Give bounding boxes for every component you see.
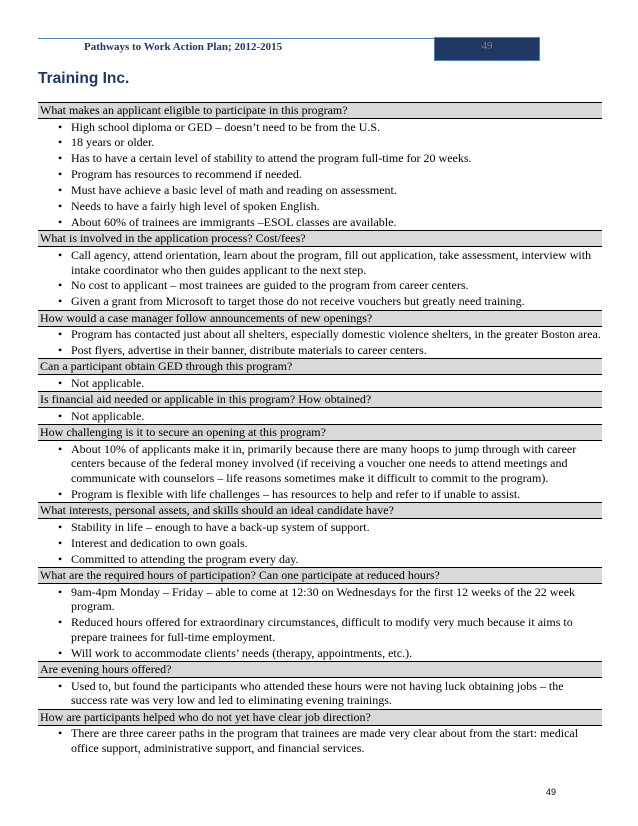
answer-list bbox=[38, 408, 602, 424]
question-row: What interests, personal assets, and skills should an ideal candidate have? bbox=[38, 502, 602, 519]
header-page-box bbox=[434, 37, 540, 61]
question-row: Is financial aid needed or applicable in this program? How obtained? bbox=[38, 391, 602, 408]
answer-item: • Given a grant from Microsoft to target those do not receive vouchers but greatly need training. bbox=[38, 294, 602, 310]
header-page-number: 49 bbox=[481, 40, 493, 52]
answer-item: • Call agency, attend orientation, learn about the program, fill out application, take assessment, interview with intake coordinator who then guides applicant to the next step. bbox=[38, 247, 602, 278]
answer-list bbox=[38, 119, 602, 230]
answer-item: • High school diploma or GED – doesn’t need to be from the U.S. bbox=[38, 119, 602, 135]
answer-item: • Reduced hours offered for extraordinary circumstances, difficult to modify very much because it aims to prepare trainees for full-time employment. bbox=[38, 615, 602, 646]
answer-item: • 9am-4pm Monday – Friday – able to come at 12:30 on Wednesdays for the first 12 weeks of the 22 week program. bbox=[38, 584, 602, 615]
footer-page-number: 49 bbox=[546, 787, 557, 797]
answer-item: • Needs to have a fairly high level of spoken English. bbox=[38, 198, 602, 214]
answer-list bbox=[38, 327, 602, 359]
question-row: What makes an applicant eligible to participate in this program? bbox=[38, 102, 602, 119]
answer-item: • About 60% of trainees are immigrants –ESOL classes are available. bbox=[38, 214, 602, 230]
question-row: What is involved in the application process? Cost/fees? bbox=[38, 230, 602, 247]
answer-list bbox=[38, 247, 602, 309]
answer-item: • Post flyers, advertise in their banner, distribute materials to career centers. bbox=[38, 343, 602, 359]
answer-item: • Must have achieve a basic level of math and reading on assessment. bbox=[38, 183, 602, 199]
answer-item: • Program has resources to recommend if needed. bbox=[38, 167, 602, 183]
question-row: Can a participant obtain GED through this program? bbox=[38, 358, 602, 375]
answer-item: • 18 years or older. bbox=[38, 135, 602, 151]
answer-item: • Not applicable. bbox=[38, 408, 602, 424]
question-row: How challenging is it to secure an opening at this program? bbox=[38, 424, 602, 441]
answer-list bbox=[38, 519, 602, 567]
section-title: Training Inc. bbox=[38, 70, 130, 87]
answer-item: • About 10% of applicants make it in, primarily because there are many hoops to jump through with career centers because of the federal money involved (if receiving a voucher one needs to attend meetings and communicate with counselors – life reasons sometimes make it difficult to commit to the program). bbox=[38, 441, 602, 486]
answer-item: • No cost to applicant – most trainees are guided to the program from career centers. bbox=[38, 278, 602, 294]
answer-list bbox=[38, 678, 602, 709]
answer-item: • Program has contacted just about all shelters, especially domestic violence shelters, in the greater Boston area. bbox=[38, 327, 602, 343]
question-row: Are evening hours offered? bbox=[38, 661, 602, 678]
answer-item: • Committed to attending the program every day. bbox=[38, 551, 602, 567]
header-rule bbox=[38, 38, 434, 39]
answer-list bbox=[38, 726, 602, 757]
answer-list bbox=[38, 375, 602, 391]
answer-item: • There are three career paths in the program that trainees are made very clear about from the start: medical office support, administrative support, and financial services. bbox=[38, 726, 602, 757]
answer-item: • Has to have a certain level of stability to attend the program full-time for 20 weeks. bbox=[38, 151, 602, 167]
answer-item: • Not applicable. bbox=[38, 375, 602, 391]
answer-item: • Used to, but found the participants who attended these hours were not having luck obtaining jobs – the success rate was very low and led to eliminating evening trainings. bbox=[38, 678, 602, 709]
question-row: What are the required hours of participation? Can one participate at reduced hours? bbox=[38, 567, 602, 584]
document-header-title: Pathways to Work Action Plan; 2012-2015 bbox=[84, 41, 283, 53]
answer-item: • Program is flexible with life challenges – has resources to help and refer to if unable to assist. bbox=[38, 486, 602, 502]
answer-item: • Will work to accommodate clients’ needs (therapy, appointments, etc.). bbox=[38, 645, 602, 661]
answer-list bbox=[38, 584, 602, 661]
answer-item: • Stability in life – enough to have a back-up system of support. bbox=[38, 519, 602, 535]
qa-table bbox=[38, 102, 602, 756]
question-row: How would a case manager follow announcements of new openings? bbox=[38, 310, 602, 327]
answer-list bbox=[38, 441, 602, 502]
answer-item: • Interest and dedication to own goals. bbox=[38, 535, 602, 551]
question-row: How are participants helped who do not yet have clear job direction? bbox=[38, 709, 602, 726]
